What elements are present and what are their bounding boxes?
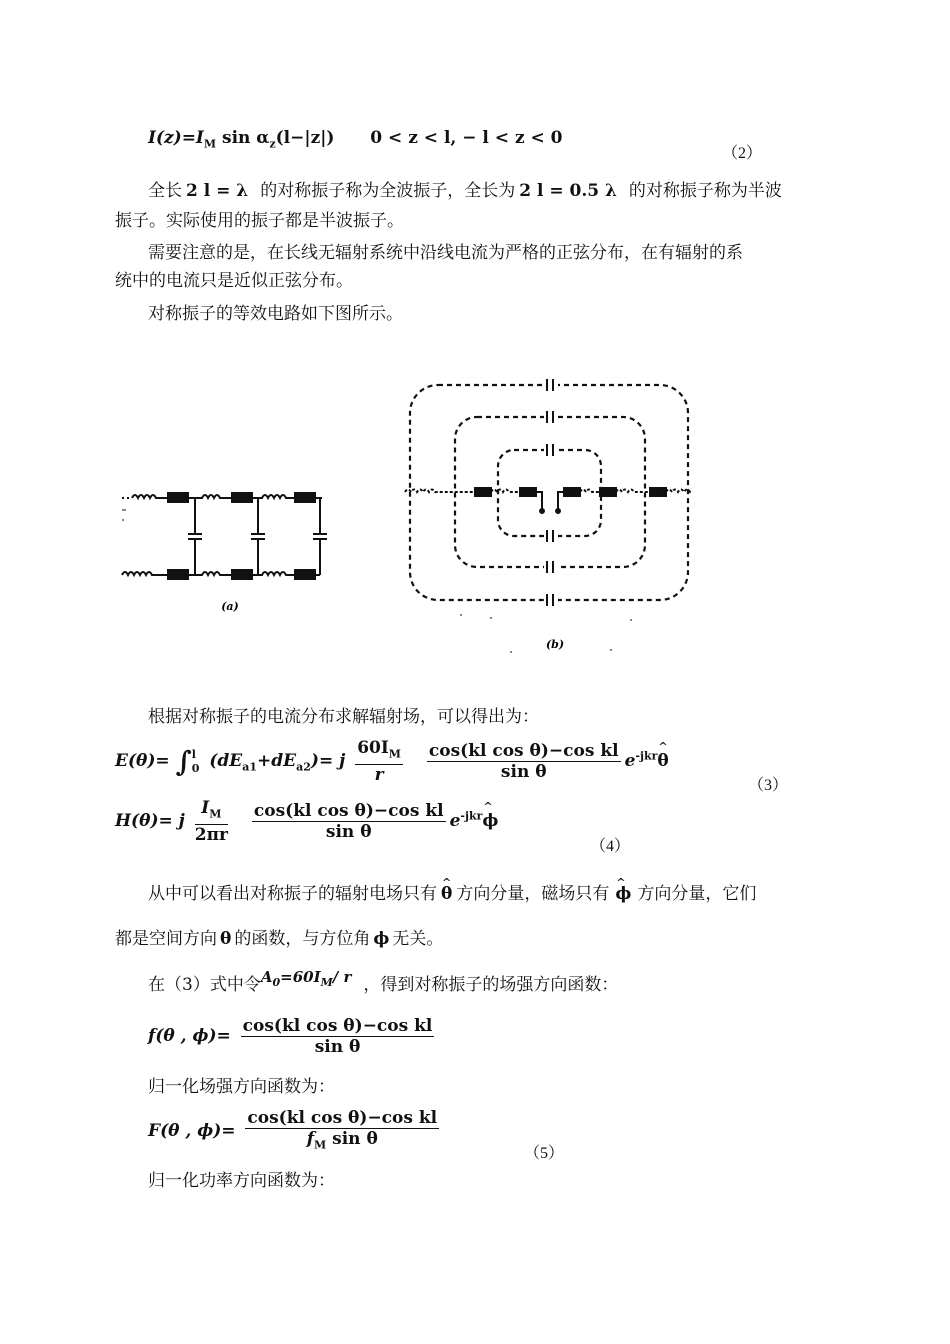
paragraph-field-components: 从中可以看出对称振子的辐射电场只有^ θ 方向分量，磁场只有^ ϕ 方向分量，它们: [148, 883, 756, 905]
eq3-unit-vector: ^ θ: [657, 751, 668, 771]
eq4-fraction-2: $\frac{\text{cos(kl cos θ)−cos kl}}{\text{sin θ}}$: [253, 801, 444, 843]
eq2-lhs: I(z)=I: [148, 128, 204, 148]
eq-f-fraction: $\frac{\text{cos(kl cos θ)−cos kl}}{\text{sin θ}}$: [242, 1016, 433, 1057]
equation-5: F(θ , ϕ)= $\frac{\text{cos(kl cos θ)−cos kl}}{f_M \sin \theta}$: [148, 1108, 443, 1155]
eq5-fraction: $\frac{\text{cos(kl cos θ)−cos kl}}{f_M \sin \theta}$: [247, 1108, 438, 1152]
equation-4-number: （4）: [590, 838, 631, 855]
paragraph-full-wave-line2: 振子。实际使用的振子都是半波振子。: [115, 211, 404, 231]
paragraph-normalized-field: 归一化场强方向函数为：: [148, 1077, 335, 1097]
paragraph-note-line2: 统中的电流只是近似正弦分布。: [115, 271, 353, 291]
eq2-mid: sin α: [222, 128, 270, 148]
paragraph-direction-function: 在（3）式中令$A_0=60I_M/$ r ，得到对称振子的场强方向函数：: [148, 968, 619, 995]
equation-4: H(θ)= j $\frac{I_M}{2\pi r}$ $\frac{\text{cos(kl cos θ)−cos kl}}{\text{sin θ}}$ $e^{-jkr}\^{}$ ϕ: [115, 798, 498, 845]
theta-hat: ^ θ: [441, 883, 452, 905]
equivalent-circuit-figure: [110, 370, 700, 660]
equation-3: E(θ)= ∫ l 0 $(dE_{a1}+dE_{a2})= j$ $\frac{60I_M}{r}$ $\frac{\text{cos(kl cos θ)−cos kl}}{\text{sin θ}}$ $e^{-jkr}\^{}$ θ: [115, 738, 669, 785]
eq3-fraction-1: $\frac{60I_M}{r}$: [357, 738, 401, 786]
eq4-unit-vector: ^ ϕ: [482, 811, 498, 831]
equation-2-number: （2）: [722, 145, 763, 162]
equation-3-number: （3）: [748, 777, 789, 794]
eq4-fraction-1: $\frac{I_M}{2\pi r}$: [194, 798, 228, 846]
eq2-rhs: (l−|z|): [275, 128, 335, 148]
paragraph-note-line1: 需要注意的是，在长线无辐射系统中沿线电流为严格的正弦分布，在有辐射的系: [148, 243, 743, 263]
paragraph-equivalent-circuit: 对称振子的等效电路如下图所示。: [148, 304, 403, 324]
equation-5-number: （5）: [524, 1145, 565, 1162]
paragraph-radiation-field: 根据对称振子的电流分布求解辐射场，可以得出为：: [148, 707, 539, 727]
math-2l-half-lambda: 2 l = 0.5 λ: [519, 181, 617, 201]
equation-f: f(θ , ϕ)= $\frac{\text{cos(kl cos θ)−cos kl}}{\text{sin θ}}$: [148, 1016, 433, 1057]
circuit-a: [122, 493, 327, 579]
paragraph-field-components-line2: 都是空间方向 θ 的函数，与方位角 ϕ 无关。: [115, 929, 444, 949]
figure-label-a: (a): [221, 600, 239, 613]
phi-hat: ^ ϕ: [615, 883, 631, 905]
figure-label-b: (b): [545, 638, 565, 651]
paragraph-full-wave: 全长 2 l = λ 的对称振子称为全波振子，全长为 2 l = 0.5 λ 的对称振子称为半波: [148, 181, 782, 201]
math-2l-lambda: 2 l = λ: [186, 181, 249, 201]
paragraph-normalized-power: 归一化功率方向函数为：: [148, 1171, 335, 1191]
eq2-condition-1: 0 < z < l,: [370, 128, 457, 148]
eq2-condition-2: − l < z < 0: [462, 128, 563, 148]
equation-2: $I(z)=I_M$ $\sin \alpha_z(l-|z|) 0 < z < l$, − l < z < 0: [148, 128, 563, 151]
eq3-fraction-2: $\frac{\text{cos(kl cos θ)−cos kl}}{\text{sin θ}}$: [428, 741, 619, 783]
math-A0: $A_0=60I_M/$ r: [260, 968, 352, 989]
integral-sign: ∫: [175, 745, 192, 779]
